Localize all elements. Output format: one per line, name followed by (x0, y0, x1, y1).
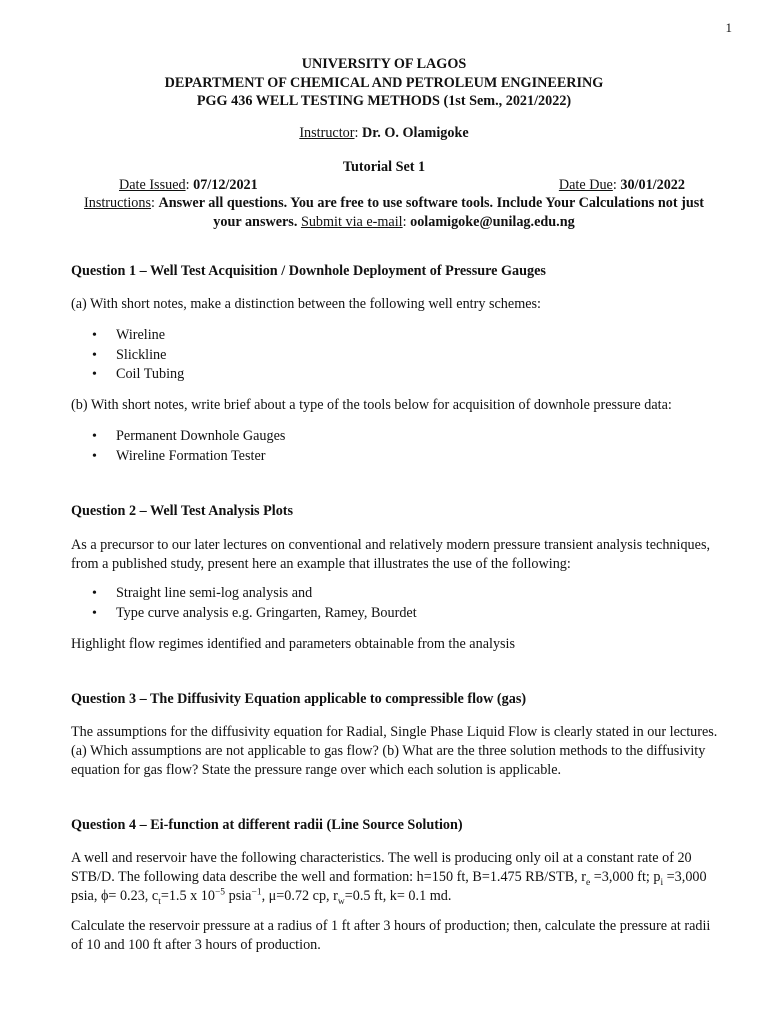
list-item: • Wireline Formation Tester (92, 447, 285, 467)
document-header (60, 55, 708, 111)
question-1-title: Question 1 – Well Test Acquisition / Downhole Deployment of Pressure Gauges (71, 263, 546, 279)
university-name: UNIVERSITY OF LAGOS (301, 56, 467, 72)
list-item: • Type curve analysis e.g. Gringarten, Ramey, Bourdet (92, 604, 417, 624)
submit-label: Submit via e-mail (300, 214, 403, 230)
date-due-sep: : (612, 177, 621, 193)
date-issued-label: Date Issued (119, 177, 186, 193)
date-issued-sep: : (185, 177, 194, 193)
date-issued-value: 07/12/2021 (193, 177, 258, 193)
question-2-list (92, 584, 417, 623)
question-1-part-a: (a) With short notes, make a distinction between the following well entry schemes: (71, 296, 541, 312)
department-name: DEPARTMENT OF CHEMICAL AND PETROLEUM ENGINEERING (164, 74, 604, 91)
instructions-text: Answer all questions. You are free to use software tools. Include Your Calculations not just your answers. (158, 195, 704, 230)
instructor-line (0, 124, 768, 143)
list-item: • Straight line semi-log analysis and (92, 584, 417, 604)
list-item: • Slickline (92, 346, 184, 366)
instructions: Instructions: Answer all questions. You are free to use software tools. Include Your Calculations not just your answers. Submit via e-mail: oolamigoke@unilag.edu.ng (84, 195, 704, 230)
question-4-data-paragraph: A well and reservoir have the following characteristics. The well is producing only oil at a constant rate of 20 STB/D. The following data describe the well and formation: h=150 ft, B=1.475 RB/STB, $r_e =3,000$ ft; $p_i =3,000$ psia, ϕ= 0.23, $c_t=1.5$ x $10^{-5}$ psia$^{-1}$, μ=0.72 cp, $r_w=0.5$ ft, k= 0.1 md. (71, 850, 707, 907)
course-title: PGG 436 WELL TESTING METHODS (1st Sem., 2021/2022) (196, 93, 572, 109)
question-2-highlight: Highlight flow regimes identified and parameters obtainable from the analysis (71, 636, 516, 652)
question-1-a-list (92, 326, 184, 385)
instructor-sep: : (354, 125, 362, 141)
list-item: • Coil Tubing (92, 365, 184, 385)
list-item: • Wireline (92, 326, 184, 346)
list-item: • Permanent Downhole Gauges (92, 427, 285, 447)
tutorial-title: Tutorial Set 1 (342, 159, 426, 175)
date-due (559, 176, 685, 195)
date-due-label: Date Due (558, 177, 613, 193)
instructions-label: Instructions (84, 195, 152, 211)
question-3-title: Question 3 – The Diffusivity Equation applicable to compressible flow (gas) (71, 691, 527, 707)
question-1-part-b: (b) With short notes, write brief about a type of the tools below for acquisition of downhole pressure data: (71, 397, 672, 413)
question-1-b-list (92, 427, 285, 466)
date-issued (119, 176, 258, 195)
page-number: 1 (725, 20, 732, 35)
instructions-sep: : (151, 195, 159, 211)
question-2-paragraph: As a precursor to our later lectures on conventional and relatively modern pressure transient analysis techniques, from a published study, present here an example that illustrates the use of the following: (71, 537, 711, 572)
question-3-paragraph: The assumptions for the diffusivity equation for Radial, Single Phase Liquid Flow is clearly stated in our lectures. (a) Which assumptions are not applicable to gas flow? (b) What are the three solution methods to the diffusivity equation for gas flow? State the pressure range over which each solution is applicable. (71, 724, 718, 778)
instructor-name: Dr. O. Olamigoke (362, 125, 469, 141)
question-4-task: Calculate the reservoir pressure at a radius of 1 ft after 3 hours of production; then, calculate the pressure at radii of 10 and 100 ft after 3 hours of production. (71, 918, 711, 953)
instructor-label: Instructor (299, 125, 355, 141)
date-due-value: 30/01/2022 (620, 177, 685, 193)
instructor-email[interactable]: oolamigoke@unilag.edu.ng (410, 214, 575, 230)
question-2-title: Question 2 – Well Test Analysis Plots (71, 503, 294, 519)
question-4-title: Question 4 – Ei-function at different radii (Line Source Solution) (71, 817, 463, 833)
